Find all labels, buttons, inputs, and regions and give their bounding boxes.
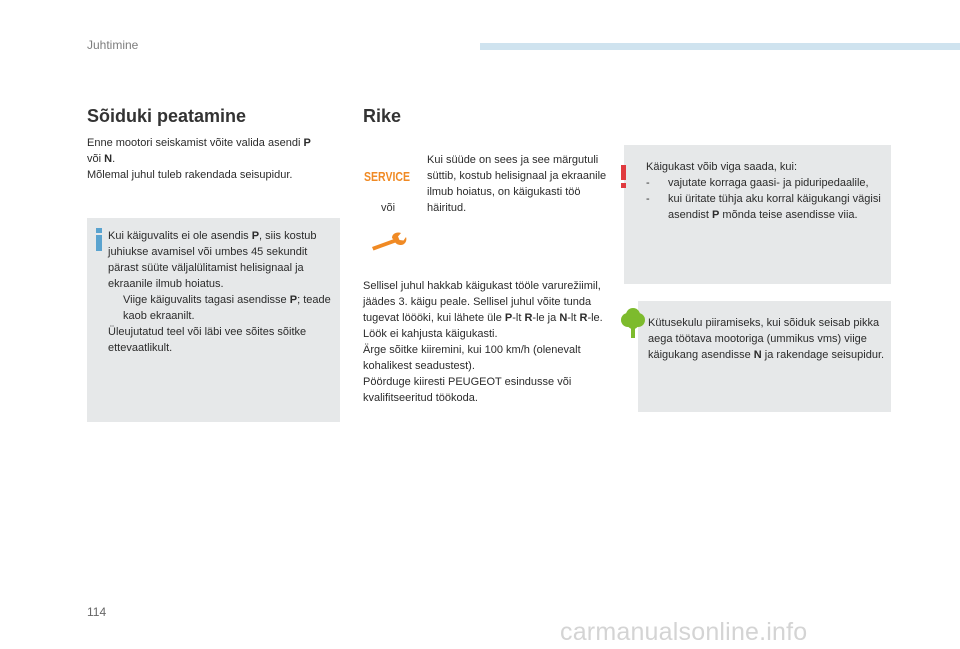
arrow-bullet-icon: [108, 292, 123, 324]
or-label: või: [381, 202, 396, 214]
section-title-stopping: Sõiduki peatamine: [87, 106, 247, 126]
info-list-item: Viige käiguvalits tagasi asendisse P; teade kaob ekraanilt.: [108, 292, 336, 324]
wrench-icon: [370, 232, 408, 252]
watermark: carmanualsonline.info: [560, 618, 808, 646]
info-box: [87, 218, 340, 422]
svg-text:SERVICE: SERVICE: [364, 169, 411, 184]
eco-tree-icon: [619, 308, 647, 343]
info-icon: [96, 228, 102, 251]
warning-list-item: - vajutate korraga gaasi- ja piduripedaalile,: [646, 177, 869, 189]
section-label: Juhtimine: [87, 38, 139, 52]
page-number: 114: [87, 605, 107, 619]
section-title-fault: Rike: [363, 106, 402, 126]
warning-box: [624, 145, 891, 284]
service-warning-icon: [363, 168, 411, 184]
warning-list-item: - kui üritate tühja aku korral käigukangi vägisi asendist P mõnda teise asendisse viia.: [646, 193, 881, 221]
exclamation-icon: [621, 165, 627, 188]
eco-tip-text: Kütusekulu piiramiseks, kui sõiduk seisab pikka aega töötava mootoriga (ummikus vms) viige käigukang asendisse N ja rakendage seisupidur.: [648, 317, 885, 361]
eco-tip-box: [638, 301, 891, 412]
fault-paragraph-2: Sellisel juhul hakkab käigukast tööle varurežiimil, jäädes 3. käigu peale. Sellisel juhul võite tunda tugevat löööki, kui lähete üle P-lt R-le ja N-lt R-le. Löök ei kahjusta käigukasti. Ärge sõitke kiiremini, kui 100 km/h (olenevalt kohalikest seadustest). Pöörduge kiiresti PEUGEOT esindusse või kvalifitseeritud töökoda.: [363, 280, 603, 404]
warning-box-text: Käigukast võib viga saada, kui: - vajutate korraga gaasi- ja piduripedaalile, - kui üritate tühja aku korral käigukangi vägisi asendist P mõnda teise asendisse viia.: [646, 159, 890, 223]
header-accent-bar: [480, 43, 960, 50]
stopping-intro: Enne mootori seiskamist võite valida asendi P või N. Mõlemal juhul tuleb rakendada seisupidur.: [87, 137, 311, 181]
fault-paragraph-1: Kui süüde on sees ja see märgutuli süttib, kostub helisignaal ja ekraanile ilmub hoiatus, on käigukasti töö häiritud.: [427, 154, 607, 214]
info-box-text: Kui käiguvalits ei ole asendis P, siis kostub juhiukse avamisel või umbes 45 sekundit pärast süüte väljalülitamist helisignaal ja ekraanile ilmub hoiatus. Viige käiguvalits tagasi asendisse P; teade kaob ekraanilt. Üleujutatud teel või läbi vee sõites sõitke ettevaatlikult.: [108, 228, 336, 356]
